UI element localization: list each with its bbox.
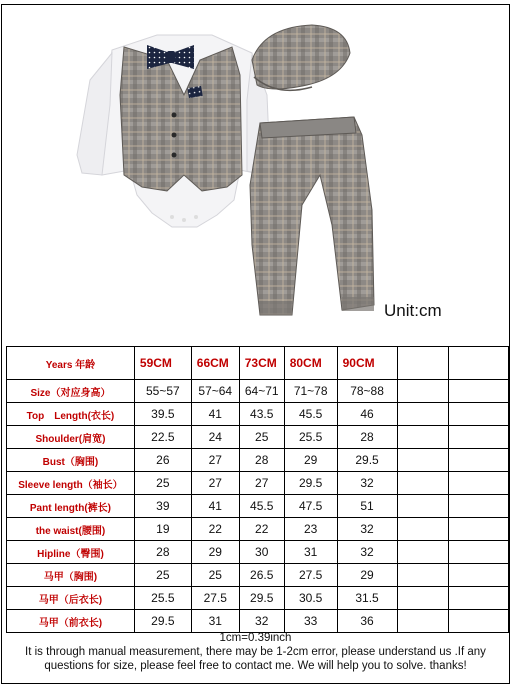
row-label: 马甲（前衣长) xyxy=(7,610,135,633)
row-label: 马甲（后衣长) xyxy=(7,587,135,610)
size-table xyxy=(6,346,509,633)
table-row xyxy=(7,449,509,472)
measurement-note xyxy=(2,631,509,673)
table-cell: 27 xyxy=(239,472,284,495)
table-cell: 25 xyxy=(191,564,239,587)
table-cell xyxy=(449,587,509,610)
table-cell: 29 xyxy=(337,564,397,587)
table-cell: 27.5 xyxy=(284,564,337,587)
table-cell: 78~88 xyxy=(337,380,397,403)
table-cell: 26 xyxy=(134,449,191,472)
table-cell: 51 xyxy=(337,495,397,518)
table-cell: 24 xyxy=(191,426,239,449)
table-cell: 27 xyxy=(191,449,239,472)
header-59cm: 59CM xyxy=(134,347,191,380)
table-cell: 32 xyxy=(337,541,397,564)
table-cell: 30 xyxy=(239,541,284,564)
plaid-flat-cap xyxy=(252,25,350,89)
header-73cm: 73CM xyxy=(239,347,284,380)
row-label: Bust（胸围) xyxy=(7,449,135,472)
table-cell: 32 xyxy=(337,518,397,541)
table-cell: 29 xyxy=(191,541,239,564)
table-row xyxy=(7,587,509,610)
table-cell: 25.5 xyxy=(134,587,191,610)
table-cell: 31.5 xyxy=(337,587,397,610)
row-label: Hipline（臀围) xyxy=(7,541,135,564)
table-cell: 64~71 xyxy=(239,380,284,403)
header-empty xyxy=(449,347,509,380)
table-cell: 39.5 xyxy=(134,403,191,426)
disclaimer-line-2: questions for size, please feel free to contact me. We will help you to solve. thanks! xyxy=(44,660,467,672)
table-cell: 27.5 xyxy=(191,587,239,610)
table-cell: 23 xyxy=(284,518,337,541)
plaid-pants xyxy=(250,117,374,315)
table-cell: 71~78 xyxy=(284,380,337,403)
product-photo xyxy=(2,5,509,342)
table-cell: 45.5 xyxy=(239,495,284,518)
table-cell xyxy=(449,518,509,541)
table-cell xyxy=(449,449,509,472)
table-cell: 39 xyxy=(134,495,191,518)
table-row xyxy=(7,426,509,449)
table-cell xyxy=(397,610,449,633)
table-cell: 28 xyxy=(337,426,397,449)
size-table-body xyxy=(7,347,509,633)
table-row xyxy=(7,564,509,587)
table-cell: 31 xyxy=(284,541,337,564)
header-90cm: 90CM xyxy=(337,347,397,380)
table-cell: 29.5 xyxy=(284,472,337,495)
disclaimer-line-1: It is through manual measurement, there may be 1-2cm error, please understand us .If any xyxy=(25,646,486,658)
table-cell: 33 xyxy=(284,610,337,633)
table-cell: 30.5 xyxy=(284,587,337,610)
table-cell xyxy=(397,426,449,449)
table-cell xyxy=(449,495,509,518)
header-66cm: 66CM xyxy=(191,347,239,380)
conversion-line: 1cm=0.39inch xyxy=(219,632,292,644)
header-80cm: 80CM xyxy=(284,347,337,380)
row-label: Size（对应身高） xyxy=(7,380,135,403)
row-label: Sleeve length（袖长） xyxy=(7,472,135,495)
table-row xyxy=(7,472,509,495)
table-cell: 46 xyxy=(337,403,397,426)
table-cell xyxy=(397,449,449,472)
table-cell xyxy=(449,564,509,587)
table-cell: 57~64 xyxy=(191,380,239,403)
table-cell: 55~57 xyxy=(134,380,191,403)
table-cell xyxy=(449,541,509,564)
table-row xyxy=(7,518,509,541)
table-cell: 29.5 xyxy=(337,449,397,472)
table-cell: 28 xyxy=(134,541,191,564)
table-cell: 32 xyxy=(239,610,284,633)
table-row xyxy=(7,403,509,426)
outfit-illustration xyxy=(2,5,509,342)
table-cell: 28 xyxy=(239,449,284,472)
table-cell xyxy=(397,564,449,587)
table-header-row xyxy=(7,347,509,380)
table-cell xyxy=(449,403,509,426)
table-row xyxy=(7,495,509,518)
unit-label: Unit:cm xyxy=(384,301,442,320)
table-cell: 29.5 xyxy=(134,610,191,633)
table-cell: 41 xyxy=(191,403,239,426)
table-row xyxy=(7,541,509,564)
row-label: the waist(腰围) xyxy=(7,518,135,541)
table-cell xyxy=(397,495,449,518)
table-cell: 29.5 xyxy=(239,587,284,610)
table-cell: 22 xyxy=(191,518,239,541)
table-cell: 25 xyxy=(134,564,191,587)
table-cell xyxy=(449,426,509,449)
table-row xyxy=(7,380,509,403)
table-cell xyxy=(449,472,509,495)
table-cell xyxy=(449,380,509,403)
table-cell: 25.5 xyxy=(284,426,337,449)
table-cell: 45.5 xyxy=(284,403,337,426)
table-cell xyxy=(397,380,449,403)
row-label: Pant length(裤长) xyxy=(7,495,135,518)
table-cell: 27 xyxy=(191,472,239,495)
table-cell: 31 xyxy=(191,610,239,633)
row-label: Top Length(衣长) xyxy=(7,403,135,426)
header-years: Years 年龄 xyxy=(7,347,135,380)
table-cell: 25 xyxy=(239,426,284,449)
table-cell: 43.5 xyxy=(239,403,284,426)
row-label: 马甲（胸围) xyxy=(7,564,135,587)
row-label: Shoulder(肩宽) xyxy=(7,426,135,449)
table-cell xyxy=(397,518,449,541)
table-cell xyxy=(397,587,449,610)
table-cell xyxy=(397,403,449,426)
table-cell: 32 xyxy=(337,472,397,495)
table-cell: 25 xyxy=(134,472,191,495)
table-cell: 19 xyxy=(134,518,191,541)
table-cell xyxy=(449,610,509,633)
table-cell: 29 xyxy=(284,449,337,472)
header-empty xyxy=(397,347,449,380)
table-cell: 47.5 xyxy=(284,495,337,518)
table-cell xyxy=(397,472,449,495)
table-row xyxy=(7,610,509,633)
table-cell: 22.5 xyxy=(134,426,191,449)
size-chart-document xyxy=(1,4,510,684)
table-cell: 41 xyxy=(191,495,239,518)
table-cell: 26.5 xyxy=(239,564,284,587)
table-cell: 22 xyxy=(239,518,284,541)
table-cell xyxy=(397,541,449,564)
table-cell: 36 xyxy=(337,610,397,633)
